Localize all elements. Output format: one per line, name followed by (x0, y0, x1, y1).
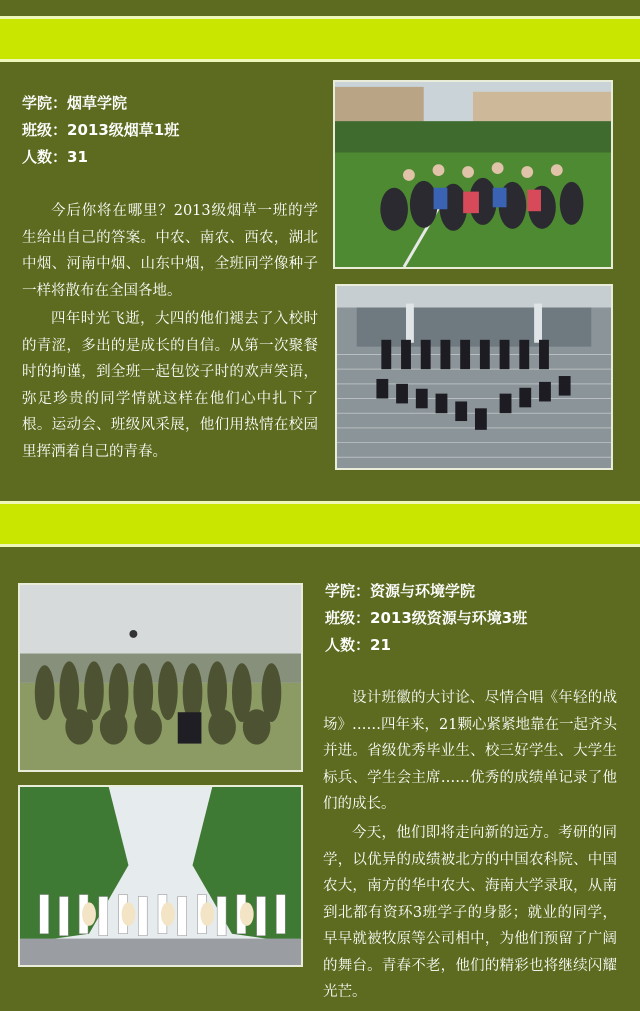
section1-paragraph-1: 今后你将在哪里？2013级烟草一班的学生给出自己的答案。中农、南农、西农，湖北中烟、河南中烟、山东中烟，全班同学像种子一样将散布在全国各地。 (22, 203, 318, 299)
section1-paragraph-2: 四年时光飞逝，大四的他们褪去了入校时的青涩，多出的是成长的自信。从第一次聚餐时的拘谨，到全班一起包饺子时的欢声笑语，弥足珍贵的同学情就这样在他们心中扎下了根。运动会、班级风采展，他们用热情在校园里挥洒着自己的青春。 (22, 311, 318, 460)
college-label: 学院： (325, 582, 371, 600)
class-photo-stairs (335, 284, 613, 470)
class-info-1 (22, 90, 179, 171)
section2-paragraph-1: 设计班徽的大讨论、尽情合唱《年轻的战场》……四年来，21颗心紧紧地靠在一起齐头并进。省级优秀毕业生、校三好学生、大学生标兵、学生会主席……优秀的成绩单记录了他们的成长。 (323, 690, 617, 812)
count-value: 21 (370, 636, 391, 654)
class-label: 班级： (325, 609, 371, 627)
count-line (325, 632, 527, 659)
count-label: 人数： (22, 148, 68, 166)
section2-paragraph-2: 今天，他们即将走向新的远方。考研的同学，以优异的成绩被北方的中国农科院、中国农大，南方的华中农大、海南大学录取，从南到北都有资环3班学子的身影；就业的同学，早早就被牧原等公司相中，为他们预留了广阔的舞台。青春不老，他们的精彩也将继续闪耀光芒。 (323, 825, 617, 1000)
count-value: 31 (67, 148, 88, 166)
class-photo-road (18, 785, 303, 967)
class-photo-military (18, 583, 303, 772)
college-line (325, 578, 527, 605)
count-line (22, 144, 179, 171)
college-label: 学院： (22, 94, 68, 112)
college-line (22, 90, 179, 117)
class-photo-field (333, 80, 613, 269)
class-line (22, 117, 179, 144)
count-label: 人数： (325, 636, 371, 654)
class-line (325, 605, 527, 632)
class-label: 班级： (22, 121, 68, 139)
class-info-2 (325, 578, 527, 659)
section-header-band-2 (0, 501, 640, 547)
college-name: 烟草学院 (67, 94, 128, 112)
class-name: 2013级资源与环境3班 (370, 609, 528, 627)
college-name: 资源与环境学院 (370, 582, 476, 600)
class-name: 2013级烟草1班 (67, 121, 180, 139)
section-header-band-1 (0, 16, 640, 62)
